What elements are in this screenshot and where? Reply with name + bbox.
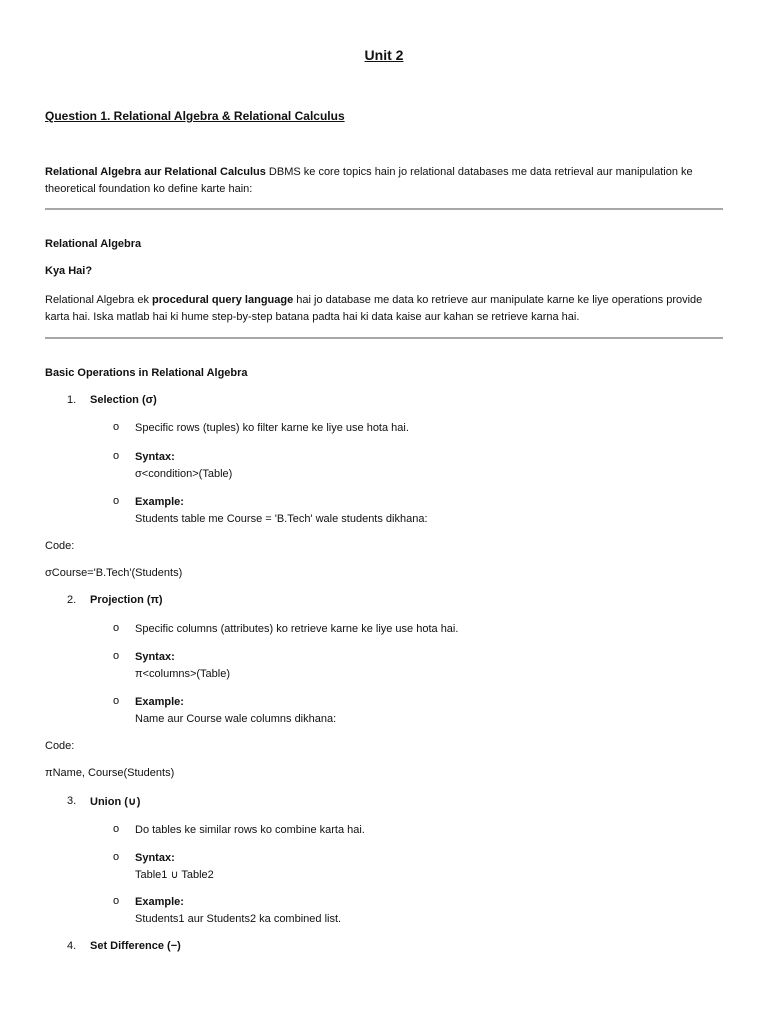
- example-label: Example:: [135, 696, 184, 708]
- page-title: Unit 2: [364, 47, 404, 63]
- bullet-marker: o: [113, 421, 120, 433]
- example-block: [135, 894, 341, 928]
- intro-paragraph: [45, 164, 723, 198]
- syntax-label: Syntax:: [135, 852, 175, 864]
- operation-name: Projection (π): [90, 594, 163, 606]
- bullet-marker: o: [113, 823, 120, 835]
- syntax-block: [135, 649, 230, 683]
- operation-description: Do tables ke similar rows ko combine karta hai.: [135, 824, 365, 836]
- bullet-marker: o: [113, 851, 120, 863]
- syntax-label: Syntax:: [135, 451, 175, 463]
- divider: [45, 337, 723, 339]
- section-heading-ra: Relational Algebra: [45, 238, 142, 250]
- bullet-marker: o: [113, 650, 120, 662]
- code-text: σCourse='B.Tech'(Students): [45, 567, 183, 579]
- bullet-marker: o: [113, 450, 120, 462]
- example-text: Students1 aur Students2 ka combined list.: [135, 913, 342, 925]
- subheading-kya-hai: Kya Hai?: [45, 265, 93, 277]
- intro-text-1: DBMS ke core topics hain jo relational databases me data retrieval aur manipulation ke: [265, 166, 693, 178]
- operation-description: Specific columns (attributes) ko retrieve karne ke liye use hota hai.: [135, 623, 459, 635]
- example-label: Example:: [135, 896, 184, 908]
- syntax-text: Table1 ∪ Table2: [135, 869, 214, 881]
- divider: [45, 208, 723, 210]
- list-number: 4.: [67, 940, 77, 952]
- syntax-text: π<columns>(Table): [135, 668, 231, 680]
- example-block: [135, 694, 336, 728]
- ra-def-prefix: Relational Algebra ek: [45, 294, 153, 306]
- bullet-marker: o: [113, 622, 120, 634]
- example-block: [135, 494, 428, 528]
- code-label: Code:: [45, 540, 75, 552]
- example-text: Name aur Course wale columns dikhana:: [135, 713, 337, 725]
- ra-def-suffix: hai jo database me data ko retrieve aur manipulate karne ke liye operations provide: [293, 294, 703, 306]
- question-heading: Question 1. Relational Algebra & Relational Calculus: [45, 109, 345, 123]
- example-text: Students table me Course = 'B.Tech' wale students dikhana:: [135, 513, 428, 525]
- bullet-marker: o: [113, 495, 120, 507]
- bullet-marker: o: [113, 895, 120, 907]
- list-number: 2.: [67, 594, 77, 606]
- operation-name: Set Difference (−): [90, 940, 181, 952]
- intro-bold: Relational Algebra aur Relational Calculus: [45, 166, 266, 178]
- syntax-text: σ<condition>(Table): [135, 468, 233, 480]
- list-number: 3.: [67, 795, 77, 807]
- operation-name: Selection (σ): [90, 394, 157, 406]
- syntax-label: Syntax:: [135, 651, 175, 663]
- bullet-marker: o: [113, 695, 120, 707]
- syntax-block: [135, 449, 232, 483]
- operation-name: Union (∪): [90, 796, 141, 808]
- code-text: πName, Course(Students): [45, 767, 175, 779]
- ra-definition: [45, 292, 723, 326]
- ra-def-bold: procedural query language: [152, 294, 294, 306]
- intro-text-2: theoretical foundation ko define karte hain:: [45, 183, 253, 195]
- list-number: 1.: [67, 394, 77, 406]
- code-label: Code:: [45, 740, 75, 752]
- syntax-block: [135, 850, 214, 884]
- example-label: Example:: [135, 496, 184, 508]
- basic-ops-heading: Basic Operations in Relational Algebra: [45, 367, 248, 379]
- operation-description: Specific rows (tuples) ko filter karne ke liye use hota hai.: [135, 422, 409, 434]
- ra-def-line2: karta hai. Iska matlab hai ki hume step-by-step batana padta hai ki data kaise aur kahan se retrieve karna hai.: [45, 311, 580, 323]
